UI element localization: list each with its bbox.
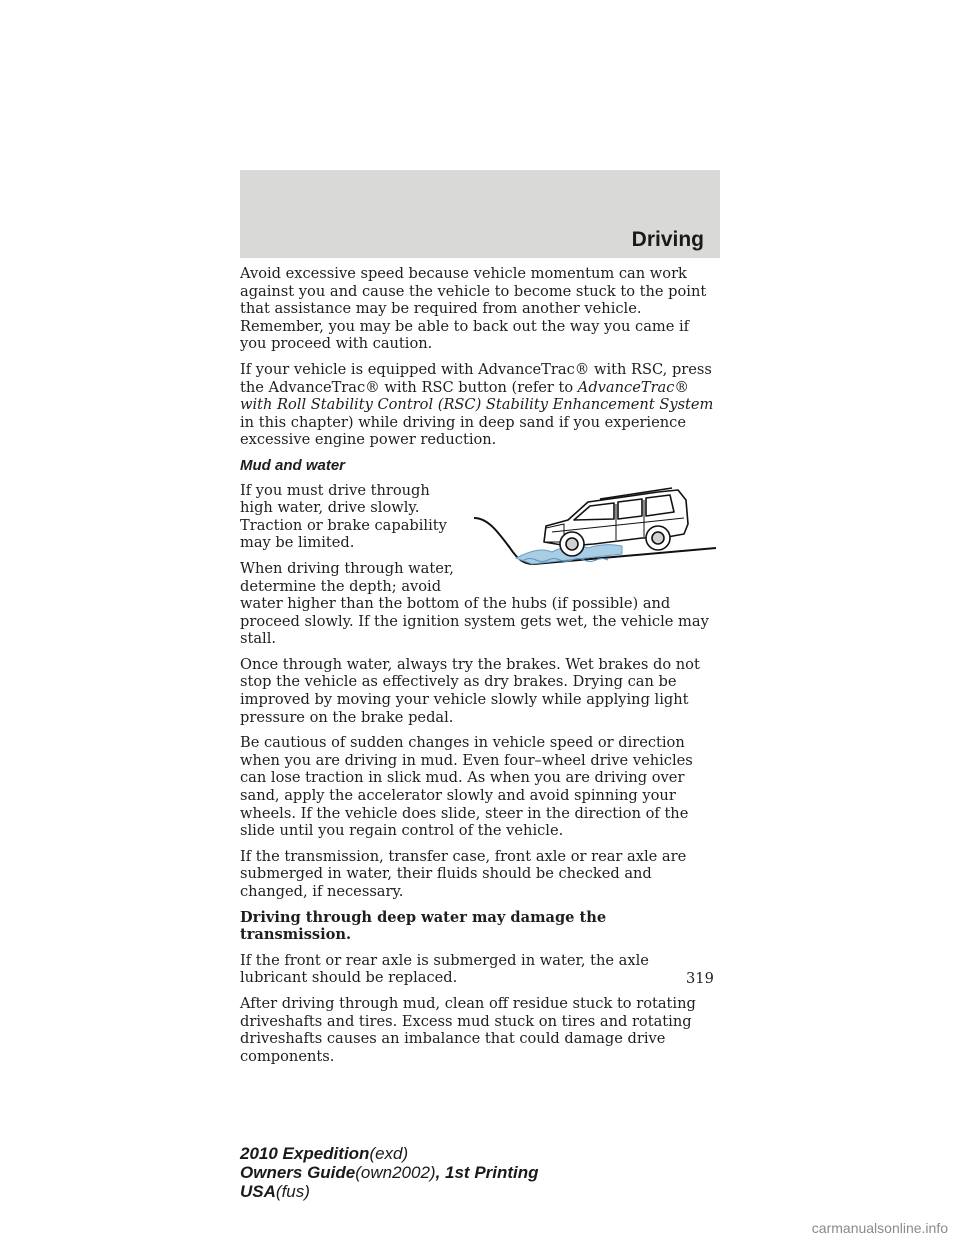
footer-market-code: (fus) <box>275 1182 310 1201</box>
warning-deep-water: Driving through deep water may damage the transmission. <box>240 908 607 944</box>
paragraph-brakes: Once through water, always try the brakes. Wet brakes do not stop the vehicle as effectively as dry brakes. Drying can be improved by moving your vehicle slowly while applying light pressure on the brake pedal. <box>240 655 700 726</box>
footer-line-market <box>240 1182 539 1201</box>
footer-line-guide <box>240 1163 539 1182</box>
paragraph-submerged-fluids: If the transmission, transfer case, front axle or rear axle are submerged in water, their fluids should be checked and changed, if necessary. <box>240 847 687 900</box>
advancetrac-text-start: If your vehicle is equipped with AdvanceTrac® with RSC, press the AdvanceTrac® with RSC button (refer to <box>240 360 712 396</box>
paragraph-speed-caution: Avoid excessive speed because vehicle momentum can work against you and cause the vehicle to become stuck to the point that assistance may be required from another vehicle. Remember, you may be able to back out the way you came if you proceed with caution. <box>240 265 707 353</box>
advancetrac-text-end: in this chapter) while driving in deep sand if you experience excessive engine power reduction. <box>240 413 686 449</box>
paragraph-mud-residue: After driving through mud, clean off residue stuck to rotating driveshafts and tires. Excess mud stuck on tires and rotating driveshafts causes an imbalance that could damage drive components. <box>240 994 696 1065</box>
paragraph-water-depth: When driving through water, determine the depth; avoid water higher than the bottom of the hubs (if possible) and proceed slowly. If the ignition system gets wet, the vehicle may stall. <box>240 559 709 648</box>
vehicle-in-water-illustration <box>472 482 720 574</box>
footer-market: USA <box>240 1182 276 1201</box>
footer-model-code: (exd) <box>369 1144 409 1163</box>
footer-guide: Owners Guide <box>240 1163 356 1182</box>
footer-printing: , 1st Printing <box>435 1163 539 1182</box>
advancetrac-reference: AdvanceTrac® with Roll Stability Control (RSC) Stability Enhancement System <box>240 378 714 414</box>
paragraph-axle-lubricant: If the front or rear axle is submerged in water, the axle lubricant should be replaced. <box>240 951 649 987</box>
footer-model: 2010 Expedition <box>240 1144 370 1163</box>
mud-and-water-heading: Mud and water <box>240 456 346 474</box>
watermark-link[interactable]: carmanualsonline.info <box>811 1220 948 1236</box>
section-title: Driving <box>631 228 704 251</box>
page-content <box>240 265 720 1073</box>
page-number: 319 <box>686 970 714 987</box>
paragraph-advancetrac <box>240 361 720 449</box>
paragraph-high-water: If you must drive through high water, drive slowly. Traction or brake capability may be limited. <box>240 481 447 552</box>
section-header-band <box>240 170 720 258</box>
footer-line-model <box>240 1144 539 1163</box>
paragraph-mud-caution: Be cautious of sudden changes in vehicle speed or direction when you are driving in mud. Even four–wheel drive vehicles can lose traction in slick mud. As when you are driving over sand, apply the accelerator slowly and avoid spinning your wheels. If the vehicle does slide, steer in the direction of the slide until you regain control of the vehicle. <box>240 734 693 840</box>
document-footer <box>240 1144 539 1201</box>
footer-guide-code: (own2002) <box>355 1163 436 1182</box>
